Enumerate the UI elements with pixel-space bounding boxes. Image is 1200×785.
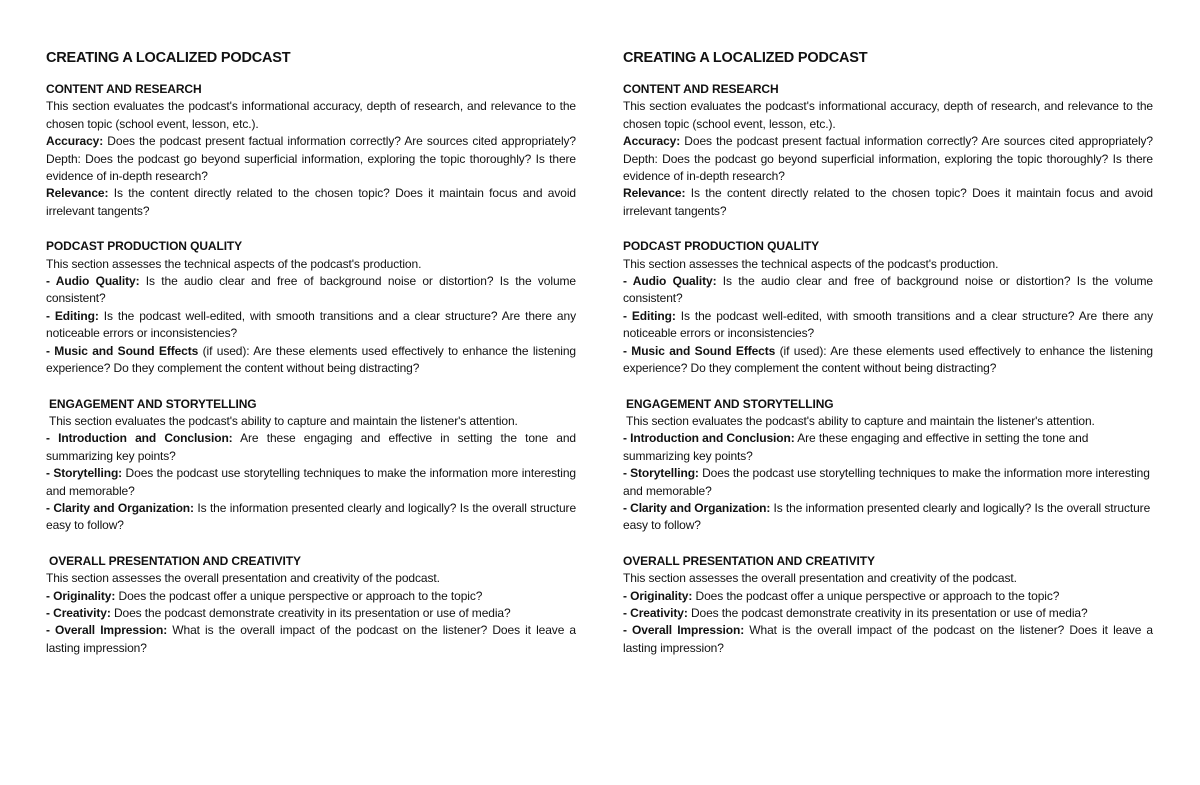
section-heading: PODCAST PRODUCTION QUALITY [623, 239, 820, 254]
section-intro: This section evaluates the podcast's informational accuracy, depth of research, and relevance to the chosen topic (school event, lesson, etc.). [623, 99, 1153, 131]
criterion-text: Is the audio clear and free of background noise or distortion? Is the volume consistent? [46, 274, 576, 306]
section-presentation-creativity [46, 553, 576, 657]
criterion-term: - Originality: [46, 588, 116, 603]
criterion-term: - Creativity: [623, 605, 688, 620]
section-production-quality [623, 238, 1153, 377]
criterion-text: What is the overall impact of the podcast on the listener? Does it leave a lasting impression? [623, 623, 1153, 655]
criterion-text: Does the podcast offer a unique perspective or approach to the topic? [692, 588, 1060, 603]
right-column [623, 48, 1153, 675]
criterion-text: Is the information presented clearly and logically? Is the overall structure easy to follow? [623, 500, 1151, 533]
criterion-text: Does the podcast use storytelling techniques to make the information more interesting and memorable? [623, 466, 1150, 498]
section-heading: CONTENT AND RESEARCH [46, 82, 202, 96]
criterion-relevance [623, 185, 1153, 220]
section-content-research [623, 81, 1153, 220]
criterion-storytelling [623, 465, 1153, 500]
section-heading: ENGAGEMENT AND STORYTELLING [49, 396, 257, 411]
criterion-music-sound [623, 343, 1153, 378]
criterion-originality [46, 588, 576, 605]
criterion-term: - Introduction and Conclusion: [623, 431, 795, 446]
criterion-text: Is the content directly related to the chosen topic? Does it maintain focus and avoid irrelevant tangents? [46, 186, 576, 218]
criterion-term: - Audio Quality: [46, 274, 140, 289]
criterion-text: (if used): Are these elements used effectively to enhance the listening experience? Do they complement the content without being distracting? [46, 343, 576, 376]
criterion-term: - Storytelling: [46, 466, 123, 481]
section-intro: This section evaluates the podcast's ability to capture and maintain the listener's attention. [626, 413, 1095, 428]
criterion-term: Accuracy: [46, 134, 104, 149]
criterion-text: What is the overall impact of the podcast on the listener? Does it leave a lasting impression? [46, 623, 576, 655]
criterion-text: Are these engaging and effective in setting the tone and summarizing key points? [623, 431, 1089, 463]
criterion-term: - Audio Quality: [623, 274, 717, 289]
section-heading: CONTENT AND RESEARCH [623, 82, 779, 96]
criterion-editing [46, 308, 576, 343]
section-heading: PODCAST PRODUCTION QUALITY [46, 239, 243, 254]
section-engagement-storytelling [623, 396, 1153, 535]
section-production-quality [46, 238, 576, 377]
criterion-term: - Creativity: [46, 605, 111, 620]
section-heading: ENGAGEMENT AND STORYTELLING [626, 396, 834, 411]
criterion-music-sound [46, 343, 576, 378]
criterion-overall-impression [623, 622, 1153, 657]
criterion-clarity-organization [46, 500, 576, 535]
criterion-audio-quality [46, 273, 576, 308]
section-heading: OVERALL PRESENTATION AND CREATIVITY [623, 553, 875, 568]
section-presentation-creativity [623, 553, 1153, 657]
criterion-text: Is the information presented clearly and logically? Is the overall structure easy to follow? [46, 500, 577, 533]
criterion-text: (if used): Are these elements used effectively to enhance the listening experience? Do they complement the content without being distracting? [623, 343, 1153, 376]
criterion-accuracy [623, 133, 1153, 185]
criterion-storytelling [46, 465, 576, 500]
criterion-term: - Music and Sound Effects [46, 343, 199, 358]
criterion-term: - Originality: [623, 588, 693, 603]
criterion-term: - Editing: [46, 308, 99, 323]
criterion-text: Does the podcast demonstrate creativity in its presentation or use of media? [110, 605, 511, 620]
criterion-accuracy [46, 133, 576, 185]
criterion-text: Is the podcast well-edited, with smooth transitions and a clear structure? Are there any noticeable errors or inconsistencies? [46, 308, 576, 341]
section-heading: OVERALL PRESENTATION AND CREATIVITY [49, 553, 301, 568]
criterion-term: - Storytelling: [623, 466, 699, 481]
section-intro: This section assesses the overall presentation and creativity of the podcast. [623, 571, 1017, 586]
criterion-relevance [46, 185, 576, 220]
criterion-term: - Overall Impression: [623, 623, 745, 638]
criterion-term: Relevance: [46, 186, 109, 201]
criterion-term: - Clarity and Organization: [623, 500, 771, 515]
section-intro: This section assesses the overall presentation and creativity of the podcast. [46, 571, 440, 586]
criterion-text: Does the podcast present factual information correctly? Are sources cited appropriately? Depth: Does the podcast go beyond superficial information, exploring the topic thoroughly? Is there evidence of in-depth research? [46, 134, 576, 184]
criterion-overall-impression [46, 622, 576, 657]
criterion-text: Is the audio clear and free of background noise or distortion? Is the volume consistent? [623, 274, 1153, 306]
criterion-text: Does the podcast use storytelling techniques to make the information more interesting and memorable? [46, 466, 576, 498]
left-column [46, 48, 576, 675]
criterion-intro-conclusion [46, 430, 576, 465]
criterion-text: Are these engaging and effective in setting the tone and summarizing key points? [46, 431, 576, 463]
criterion-term: Accuracy: [623, 134, 681, 149]
criterion-term: - Clarity and Organization: [46, 500, 194, 515]
criterion-term: - Editing: [623, 308, 676, 323]
section-intro: This section assesses the technical aspects of the podcast's production. [46, 256, 422, 271]
criterion-intro-conclusion [623, 430, 1153, 465]
section-intro: This section assesses the technical aspects of the podcast's production. [623, 256, 999, 271]
criterion-term: - Introduction and Conclusion: [46, 431, 233, 446]
criterion-term: - Overall Impression: [46, 623, 168, 638]
criterion-audio-quality [623, 273, 1153, 308]
criterion-text: Does the podcast demonstrate creativity in its presentation or use of media? [687, 605, 1088, 620]
section-intro: This section evaluates the podcast's informational accuracy, depth of research, and relevance to the chosen topic (school event, lesson, etc.). [46, 99, 576, 131]
criterion-term: Relevance: [623, 186, 686, 201]
criterion-originality [623, 588, 1153, 605]
criterion-creativity [623, 605, 1153, 622]
document-title: CREATING A LOCALIZED PODCAST [46, 50, 291, 66]
criterion-text: Is the content directly related to the chosen topic? Does it maintain focus and avoid irrelevant tangents? [623, 186, 1153, 218]
section-engagement-storytelling [46, 396, 576, 535]
criterion-term: - Music and Sound Effects [623, 343, 776, 358]
criterion-text: Is the podcast well-edited, with smooth transitions and a clear structure? Are there any noticeable errors or inconsistencies? [623, 308, 1153, 341]
criterion-creativity [46, 605, 576, 622]
criterion-text: Does the podcast present factual information correctly? Are sources cited appropriately? Depth: Does the podcast go beyond superficial information, exploring the topic thoroughly? Is there evidence of in-depth research? [623, 134, 1153, 184]
section-content-research [46, 81, 576, 220]
criterion-editing [623, 308, 1153, 343]
criterion-text: Does the podcast offer a unique perspective or approach to the topic? [115, 588, 483, 603]
criterion-clarity-organization [623, 500, 1153, 535]
section-intro: This section evaluates the podcast's ability to capture and maintain the listener's attention. [49, 413, 518, 428]
document-title: CREATING A LOCALIZED PODCAST [623, 50, 868, 66]
